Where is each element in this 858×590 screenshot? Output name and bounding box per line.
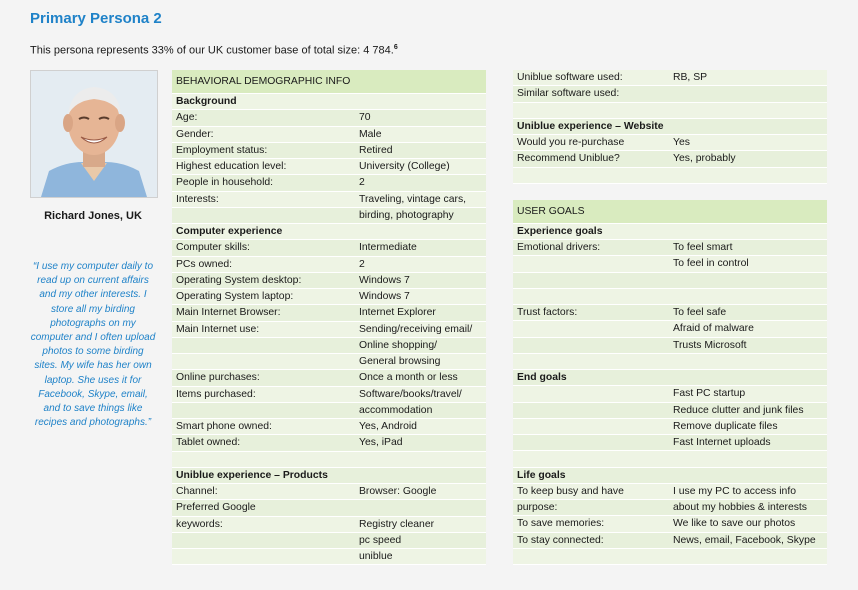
section-heading-row [513, 370, 827, 386]
table-row [172, 273, 486, 289]
field-label [172, 354, 355, 369]
field-label: Trust factors: [517, 307, 578, 318]
field-label [513, 338, 669, 353]
field-label [172, 403, 355, 418]
field-value: Yes [673, 137, 690, 148]
field-label: Operating System desktop: [176, 274, 302, 286]
table-row [513, 403, 827, 419]
field-value [669, 119, 827, 134]
field-value: Windows 7 [359, 291, 410, 302]
table-row [172, 322, 486, 338]
table-row [172, 338, 486, 354]
field-value [355, 452, 486, 467]
field-value: pc speed [359, 534, 402, 546]
field-label: People in household: [176, 177, 274, 189]
field-label [513, 354, 669, 369]
field-label [513, 451, 669, 466]
section-heading: Uniblue experience – Products [176, 469, 328, 481]
field-label [172, 338, 355, 353]
field-value [669, 168, 827, 183]
field-label [172, 452, 355, 467]
field-value [355, 224, 486, 239]
table-row [513, 135, 827, 151]
table-row [513, 256, 827, 272]
table-row [172, 354, 486, 370]
field-value: Remove duplicate files [673, 420, 778, 432]
field-value: To feel safe [673, 307, 727, 318]
table-row [513, 103, 827, 119]
field-value: Windows 7 [359, 274, 410, 286]
table-row [172, 143, 486, 159]
field-value: accommodation [359, 404, 433, 416]
field-value: Trusts Microsoft [673, 339, 747, 351]
field-value [355, 500, 486, 515]
table-row [172, 159, 486, 175]
field-value: Registry cleaner [359, 518, 435, 530]
section-heading-row [172, 224, 486, 240]
page-title: Primary Persona 2 [30, 10, 162, 27]
field-label: Main Internet Browser: [176, 307, 281, 319]
field-label: Operating System laptop: [176, 291, 294, 302]
table-row [172, 452, 486, 468]
field-label: Gender: [176, 128, 214, 140]
field-label: Preferred Google [176, 502, 256, 514]
section-heading-row [513, 224, 827, 240]
field-label: To save memories: [517, 518, 605, 530]
field-value: I use my PC to access info [673, 485, 797, 497]
intro-text: This persona represents 33% of our UK customer base of total size: 4 784.$^6$ [30, 44, 398, 57]
field-label: purpose: [517, 502, 558, 513]
field-label: Age: [176, 112, 198, 124]
field-label: Smart phone owned: [176, 421, 272, 432]
table-row [172, 419, 486, 435]
field-value: 2 [359, 258, 365, 270]
field-value [669, 86, 827, 101]
field-value [669, 468, 827, 483]
field-value: uniblue [359, 551, 393, 562]
field-value: Afraid of malware [673, 323, 754, 335]
table-row [172, 387, 486, 403]
field-value: 2 [359, 177, 365, 189]
right-column-panel [513, 70, 827, 565]
table-row [172, 533, 486, 549]
field-label [513, 549, 669, 564]
field-value: about my hobbies & interests [673, 502, 807, 513]
table-row [172, 208, 486, 224]
field-value: University (College) [359, 161, 450, 172]
table-row [172, 289, 486, 305]
field-value: Browser: Google [359, 486, 437, 497]
field-value: To feel smart [673, 242, 733, 253]
field-label: Online purchases: [176, 372, 260, 384]
field-label [172, 208, 355, 223]
field-label: PCs owned: [176, 258, 233, 270]
field-label: To stay connected: [517, 534, 604, 546]
behavioral-header-label: BEHAVIORAL DEMOGRAPHIC INFO [176, 76, 351, 87]
field-label [513, 321, 669, 336]
table-row [513, 533, 827, 549]
field-label: To keep busy and have [517, 485, 624, 497]
table-row [172, 175, 486, 191]
table-row [513, 354, 827, 370]
field-label: Computer skills: [176, 242, 250, 254]
field-value [669, 289, 827, 304]
table-row [513, 305, 827, 321]
persona-quote: “I use my computer daily to read up on current affairs and my other interests. I store all my birding photographs on my computer and I often upload photos to some birding sites. My wife has her own laptop. She uses it for Facebook, Skype, email, and to save things like recipes and photographs.” [30, 261, 156, 429]
field-label: Tablet owned: [176, 437, 241, 449]
field-label: Employment status: [176, 144, 268, 156]
field-value: Reduce clutter and junk files [673, 404, 804, 416]
table-row [172, 370, 486, 386]
persona-name: Richard Jones, UK [44, 210, 142, 222]
section-heading: Experience goals [517, 225, 603, 237]
table-row [172, 517, 486, 533]
table-row [513, 419, 827, 435]
field-value: To feel in control [673, 258, 749, 270]
table-row [513, 86, 827, 102]
table-row [172, 110, 486, 126]
field-value: Fast PC startup [673, 388, 746, 400]
field-label [513, 386, 669, 401]
section-heading: Life goals [517, 469, 566, 481]
field-value: Software/books/travel/ [359, 388, 462, 400]
field-label: keywords: [176, 518, 223, 530]
field-value [669, 354, 827, 369]
table-row [513, 549, 827, 565]
field-value: We like to save our photos [673, 518, 796, 530]
table-row [172, 484, 486, 500]
field-value: Yes, probably [673, 153, 736, 165]
field-value [669, 103, 827, 118]
table-row [513, 240, 827, 256]
table-row [172, 240, 486, 256]
field-value: RB, SP [673, 72, 708, 83]
table-row [172, 500, 486, 516]
field-value [355, 468, 486, 483]
section-heading-row [513, 119, 827, 135]
table-row [172, 549, 486, 565]
table-row [513, 168, 827, 184]
field-label [513, 419, 669, 434]
field-value [669, 370, 827, 385]
field-label: Main Internet use: [176, 323, 260, 335]
field-label [513, 289, 669, 304]
field-value: birding, photography [359, 209, 454, 221]
field-value: 70 [359, 112, 371, 124]
field-value [669, 224, 827, 239]
table-row [513, 70, 827, 86]
table-row [513, 484, 827, 500]
table-row [513, 500, 827, 516]
table-row [172, 127, 486, 143]
table-row [172, 403, 486, 419]
field-value: Traveling, vintage cars, [359, 193, 467, 205]
panel-spacer [513, 184, 827, 200]
section-heading-row [172, 94, 486, 110]
behavioral-demographic-panel [172, 70, 486, 565]
section-heading: Background [176, 96, 237, 107]
user-goals-header-label: USER GOALS [517, 205, 585, 217]
field-value: Online shopping/ [359, 339, 437, 351]
field-value [669, 451, 827, 466]
table-row [172, 435, 486, 451]
table-row [172, 192, 486, 208]
table-row [172, 305, 486, 321]
section-heading-row [513, 468, 827, 484]
field-label: Similar software used: [517, 88, 620, 100]
table-row [513, 435, 827, 451]
persona-photo [30, 70, 158, 198]
section-heading: Uniblue experience – Website [517, 120, 664, 132]
field-label [513, 168, 669, 183]
field-label: Emotional drivers: [517, 242, 601, 253]
table-row [513, 289, 827, 305]
field-label: Uniblue software used: [517, 72, 623, 83]
section-heading-row [172, 468, 486, 484]
table-row [513, 338, 827, 354]
field-value: News, email, Facebook, Skype [673, 534, 816, 546]
field-label: Channel: [176, 486, 218, 497]
field-label [513, 435, 669, 450]
field-value: Once a month or less [359, 372, 458, 384]
field-label: Highest education level: [176, 161, 287, 172]
field-value: Yes, iPad [359, 437, 403, 449]
table-row [513, 273, 827, 289]
field-value: General browsing [359, 356, 441, 367]
field-value: Intermediate [359, 242, 417, 254]
field-label [172, 549, 355, 564]
field-value [355, 94, 486, 109]
field-value: Fast Internet uploads [673, 437, 771, 448]
field-label [513, 103, 669, 118]
field-label [513, 256, 669, 271]
field-value [669, 549, 827, 564]
table-row [172, 257, 486, 273]
field-label: Would you re-purchase [517, 137, 625, 148]
field-label: Interests: [176, 193, 219, 205]
field-value: Sending/receiving email/ [359, 323, 473, 335]
user-goals-header [513, 200, 827, 224]
section-heading: End goals [517, 372, 567, 383]
field-value [669, 273, 827, 288]
field-label: Items purchased: [176, 388, 256, 400]
table-row [513, 151, 827, 167]
table-row [513, 451, 827, 467]
field-label [513, 403, 669, 418]
field-label [513, 273, 669, 288]
field-value: Yes, Android [359, 421, 417, 432]
section-heading: Computer experience [176, 226, 283, 237]
field-label: Recommend Uniblue? [517, 153, 620, 165]
field-label [172, 533, 355, 548]
footnote-marker: 6 [393, 44, 398, 51]
behavioral-header [172, 70, 486, 94]
table-row [513, 386, 827, 402]
table-row [513, 516, 827, 532]
table-row [513, 321, 827, 337]
field-value: Internet Explorer [359, 307, 436, 319]
field-value: Retired [359, 144, 393, 156]
field-value: Male [359, 128, 382, 140]
